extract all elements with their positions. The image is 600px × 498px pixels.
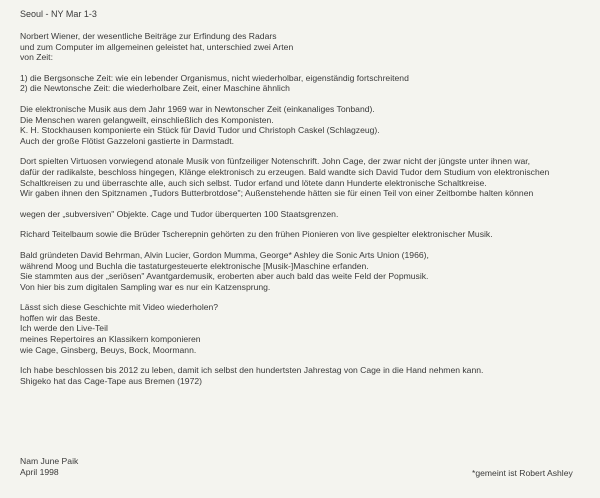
- text-line: Schaltkreisen zu und überraschte alle, auch sich selbst. Tudor erfand und lötete dann Hunderte elektronische Schaltkreise.: [20, 177, 487, 188]
- text-line: Bald gründeten David Behrman, Alvin Lucier, Gordon Mumma, George* Ashley die Sonic Arts Union (1966),: [20, 249, 429, 260]
- text-line: wegen der „subversiven" Objekte. Cage und Tudor überquerten 100 Staatsgrenzen.: [20, 208, 339, 219]
- letter-body: [20, 31, 590, 386]
- text-line: Die elektronische Musik aus dem Jahr 1969 war in Newtonscher Zeit (einkanaliges Tonband).: [20, 103, 375, 114]
- text-line: Norbert Wiener, der wesentliche Beiträge zur Erfindung des Radars: [20, 31, 277, 41]
- text-line: Ich werde den Live-Teil: [20, 323, 108, 334]
- author-name: Nam June Paik: [20, 456, 79, 466]
- place-date-heading: Seoul - NY Mar 1-3: [20, 9, 97, 19]
- letter-date: April 1998: [20, 466, 59, 477]
- text-line: Lässt sich diese Geschichte mit Video wiederholen?: [20, 302, 219, 313]
- text-line: Auch der große Flötist Gazzeloni gastierte in Darmstadt.: [20, 135, 234, 146]
- text-line: und zum Computer im allgemeinen geleistet hat, unterschied zwei Arten: [20, 41, 294, 52]
- text-line: von Zeit:: [20, 52, 53, 63]
- text-line: wie Cage, Ginsberg, Beuys, Bock, Moormann.: [20, 344, 197, 355]
- text-line: Dort spielten Virtuosen vorwiegend atonale Musik von fünfzeiliger Notenschrift. John Cage, der zwar nicht der jüngste unter ihnen war,: [20, 156, 531, 167]
- text-line: 2) die Newtonsche Zeit: die wiederholbare Zeit, einer Maschine ähnlich: [20, 83, 290, 94]
- text-line: Sie stammten aus der „seriösen" Avantgardemusik, eroberten aber auch bald das weite Feld der Popmusik.: [20, 271, 429, 282]
- text-line: Shigeko hat das Cage-Tape aus Bremen (1972): [20, 375, 203, 386]
- text-line: dafür der radikalste, beschloss hingegen, Klänge elektronisch zu erzeugen. Bald wandte sich David Tudor dem Studium von elektronischen: [20, 166, 550, 177]
- signature-block: [20, 456, 78, 477]
- text-line: Wir gaben ihnen den Spitznamen „Tudors Butterbrotdose"; Außenstehende hätten sie für einen Teil von einer Zeitbombe halten können: [20, 188, 534, 199]
- text-line: Von hier bis zum digitalen Sampling war es nur ein Katzensprung.: [20, 281, 271, 292]
- text-line: meines Repertoires an Klassikern komponieren: [20, 334, 201, 345]
- text-line: Richard Teitelbaum sowie die Brüder Tscherepnin gehörten zu den frühen Pionieren von live gespielter elektronischer Musik.: [20, 229, 493, 240]
- text-line: Ich habe beschlossen bis 2012 zu leben, damit ich selbst den hundertsten Jahrestag von Cage in die Hand nehmen kann.: [20, 365, 484, 376]
- text-line: während Moog und Buchla die tastaturgesteuerte elektronische [Musik-]Maschine erfanden.: [20, 260, 369, 271]
- text-line: K. H. Stockhausen komponierte ein Stück für David Tudor und Christoph Caskel (Schlagzeug).: [20, 125, 380, 136]
- text-line: Die Menschen waren gelangweilt, einschließlich des Komponisten.: [20, 114, 274, 125]
- text-line: hoffen wir das Beste.: [20, 312, 101, 323]
- footnote: *gemeint ist Robert Ashley: [472, 468, 573, 478]
- text-line: 1) die Bergsonsche Zeit: wie ein lebender Organismus, nicht wiederholbar, eigenständig fortschreitend: [20, 72, 409, 83]
